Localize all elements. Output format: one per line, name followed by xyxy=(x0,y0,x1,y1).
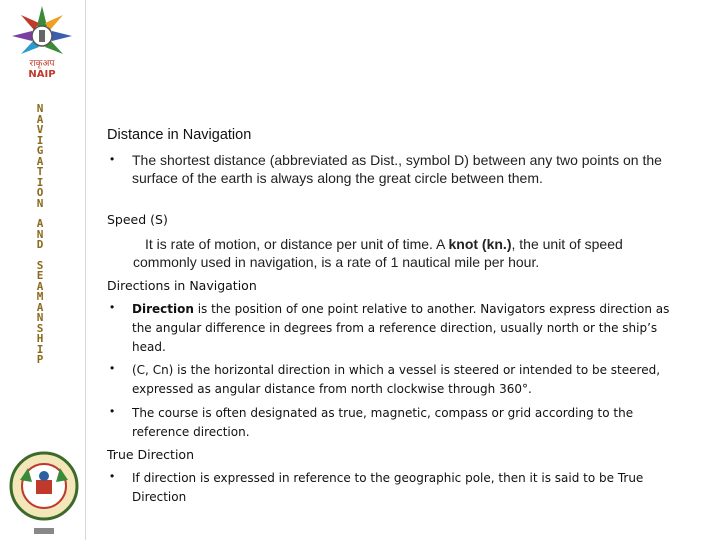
naip-logo-icon xyxy=(2,2,82,80)
bullet-icon: • xyxy=(110,469,115,483)
sidebar-title-letter: M xyxy=(36,290,44,303)
sidebar-title-letter: P xyxy=(36,353,44,366)
bullet-icon: • xyxy=(110,361,115,375)
bullet-icon: • xyxy=(110,300,115,314)
sidebar-title-letter: H xyxy=(36,332,44,345)
sidebar-title-letter: S xyxy=(36,321,44,335)
speed-heading: Speed (S) xyxy=(107,212,168,227)
sidebar-vertical-title xyxy=(28,104,52,366)
sidebar-title-letter: A xyxy=(36,300,44,314)
sidebar-title-letter: V xyxy=(36,123,44,136)
sidebar-title-letter: A xyxy=(36,279,44,293)
speed-text: It is rate of motion, or distance per unit of time. A knot (kn.), the unit of speed commonly used in navigation, is a rate of 1 nautical mile per hour. xyxy=(133,236,623,270)
bullet-icon: • xyxy=(110,152,115,166)
sidebar-title-letter: I xyxy=(36,342,44,356)
sidebar-title-letter: A xyxy=(36,112,44,126)
directions-heading: Directions in Navigation xyxy=(107,278,257,293)
sidebar-title-letter: T xyxy=(36,165,44,178)
true-direction-heading: True Direction xyxy=(107,447,194,462)
sidebar-title-letter: A xyxy=(36,154,44,168)
direction-item-3: The course is often designated as true, magnetic, compass or grid according to the reference direction. xyxy=(132,406,634,439)
distance-text: The shortest distance (abbreviated as Dist., symbol D) between any two points on the surface of the earth is always along the great circle between them. xyxy=(132,152,662,186)
true-direction-text: If direction is expressed in reference to the geographic pole, then it is said to be True Direction xyxy=(132,471,644,504)
sidebar-title-letter: O xyxy=(36,186,44,199)
college-emblem-icon xyxy=(8,450,80,538)
sidebar-title-letter: S xyxy=(36,258,44,272)
sidebar-title-letter: D xyxy=(36,238,44,251)
sidebar xyxy=(0,0,86,540)
bullet-icon: • xyxy=(110,404,115,418)
svg-text:NAIP: NAIP xyxy=(28,69,56,80)
sidebar-title-letter: A xyxy=(36,217,44,230)
sidebar-title-letter: N xyxy=(36,196,44,210)
sidebar-title-letter: N xyxy=(36,311,44,324)
svg-text:राकृअप: राकृअप xyxy=(29,59,55,69)
sidebar-title-letter: I xyxy=(36,133,44,147)
sidebar-title-letter: I xyxy=(36,175,44,189)
distance-heading: Distance in Navigation xyxy=(107,127,252,143)
direction-item-2: (C, Cn) is the horizontal direction in which a vessel is steered or intended to be steered, expressed as angular distance from north clockwise through 360°. xyxy=(132,363,661,396)
direction-item-1: Direction is the position of one point relative to another. Navigators express direction as the angular difference in degrees from a reference direction, usually north or the ship’s head. xyxy=(132,302,670,354)
sidebar-title-letter: E xyxy=(36,269,44,282)
sidebar-title-letter: G xyxy=(36,144,44,157)
sidebar-title-letter: N xyxy=(36,102,44,115)
sidebar-title-letter: N xyxy=(36,227,44,241)
